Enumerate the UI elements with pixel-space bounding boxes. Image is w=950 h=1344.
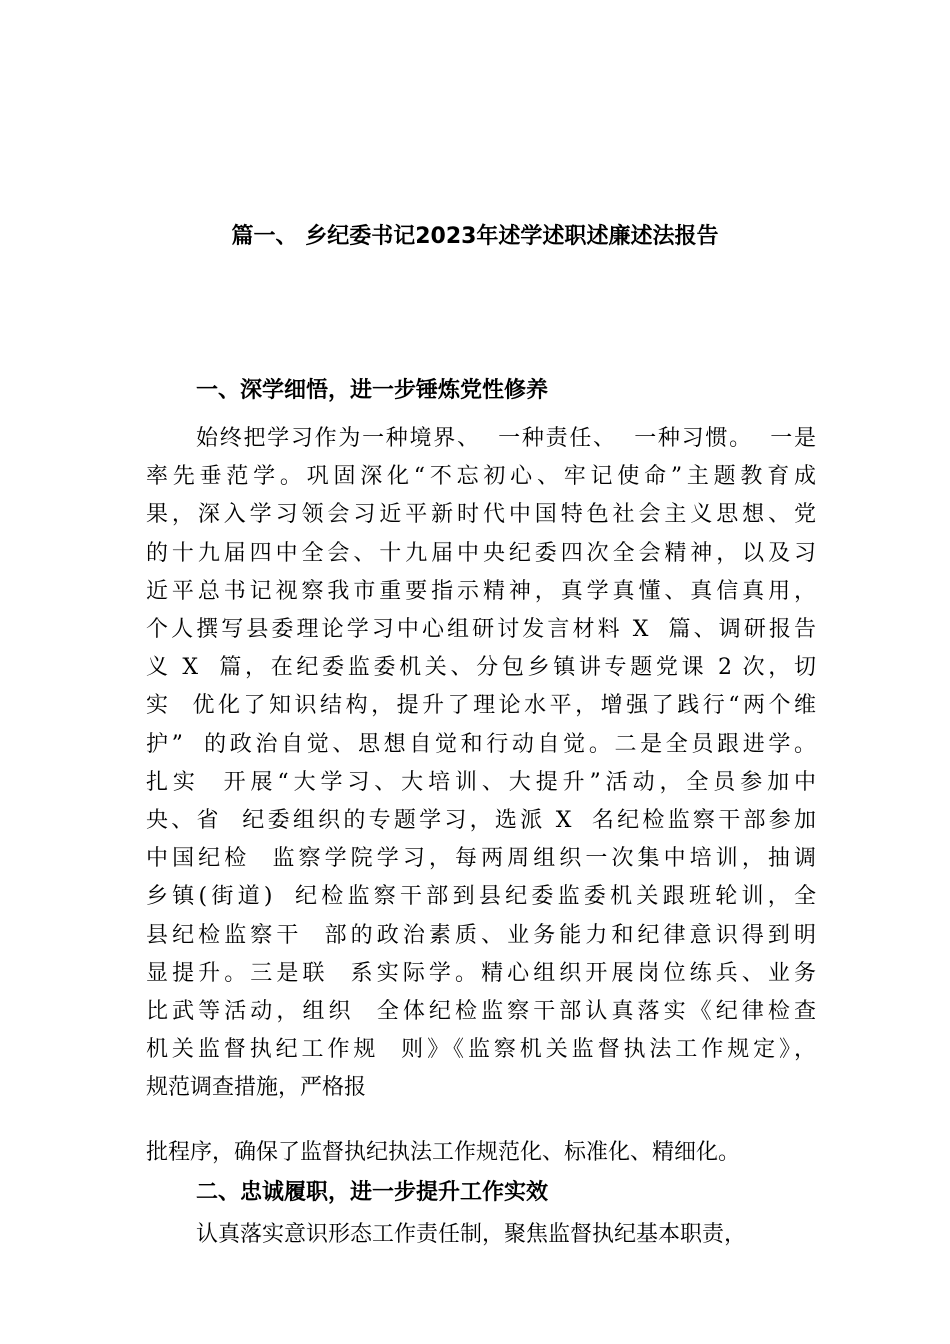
paragraph-line: 县纪检监察干 部的政治素质、业务能力和纪律意识得到明 — [146, 922, 816, 948]
paragraph-line: 的十九届四中全会、十九届中央纪委四次全会精神，以及习 — [146, 540, 816, 566]
paragraph-line: 批程序，确保了监督执纪执法工作规范化、标准化、精细化。 — [146, 1140, 741, 1165]
section-2-paragraph — [146, 1216, 816, 1254]
document-title: 篇一、 乡纪委书记2023年述学述职述廉述法报告 — [231, 224, 719, 249]
paragraph-line: 率先垂范学。巩固深化“不忘初心、牢记使命”主题教育成 — [146, 464, 816, 490]
section-1-continuation — [146, 1134, 816, 1172]
paragraph-line: 央、省 纪委组织的专题学习，选派 X 名纪检监察干部参加 — [146, 808, 816, 834]
paragraph-line: 显提升。三是联 系实际学。精心组织开展岗位练兵、业务 — [146, 960, 816, 986]
paragraph-line: 比武等活动，组织 全体纪检监察干部认真落实《纪律检查 — [146, 999, 816, 1025]
paragraph-line: 义 X 篇，在纪委监委机关、分包乡镇讲专题党课 2 次，切 — [146, 655, 816, 681]
paragraph-line: 个人撰写县委理论学习中心组研讨发言材料 X 篇、调研报告 — [146, 617, 816, 643]
paragraph-line: 机关监督执纪工作规 则》《监察机关监督执法工作规定》， — [146, 1037, 816, 1063]
paragraph-line: 近平总书记视察我市重要指示精神，真学真懂、真信真用， — [146, 578, 816, 604]
paragraph-line: 果，深入学习领会习近平新时代中国特色社会主义思想、党 — [146, 502, 816, 528]
section-1-heading: 一、深学细悟，进一步锤炼党性修养 — [196, 378, 549, 403]
section-2-heading: 二、忠诚履职，进一步提升工作实效 — [196, 1180, 549, 1205]
paragraph-line: 中国纪检 监察学院学习，每两周组织一次集中培训，抽调 — [146, 846, 816, 872]
paragraph-line: 认真落实意识形态工作责任制，聚焦监督执纪基本职责， — [196, 1222, 747, 1247]
paragraph-line: 实 优化了知识结构，提升了理论水平，增强了践行“两个维 — [146, 693, 816, 719]
paragraph-line: 扎实 开展“大学习、大培训、大提升”活动，全员参加中 — [146, 769, 816, 795]
section-1-paragraph — [146, 420, 816, 1108]
paragraph-line: 始终把学习作为一种境界、 一种责任、 一种习惯。 一是 — [196, 426, 816, 451]
paragraph-line: 护” 的政治自觉、思想自觉和行动自觉。二是全员跟进学。 — [146, 731, 816, 757]
paragraph-line: 规范调查措施，严格报 — [146, 1075, 367, 1101]
paragraph-line: 乡镇(街道) 纪检监察干部到县纪委监委机关跟班轮训，全 — [146, 884, 816, 910]
